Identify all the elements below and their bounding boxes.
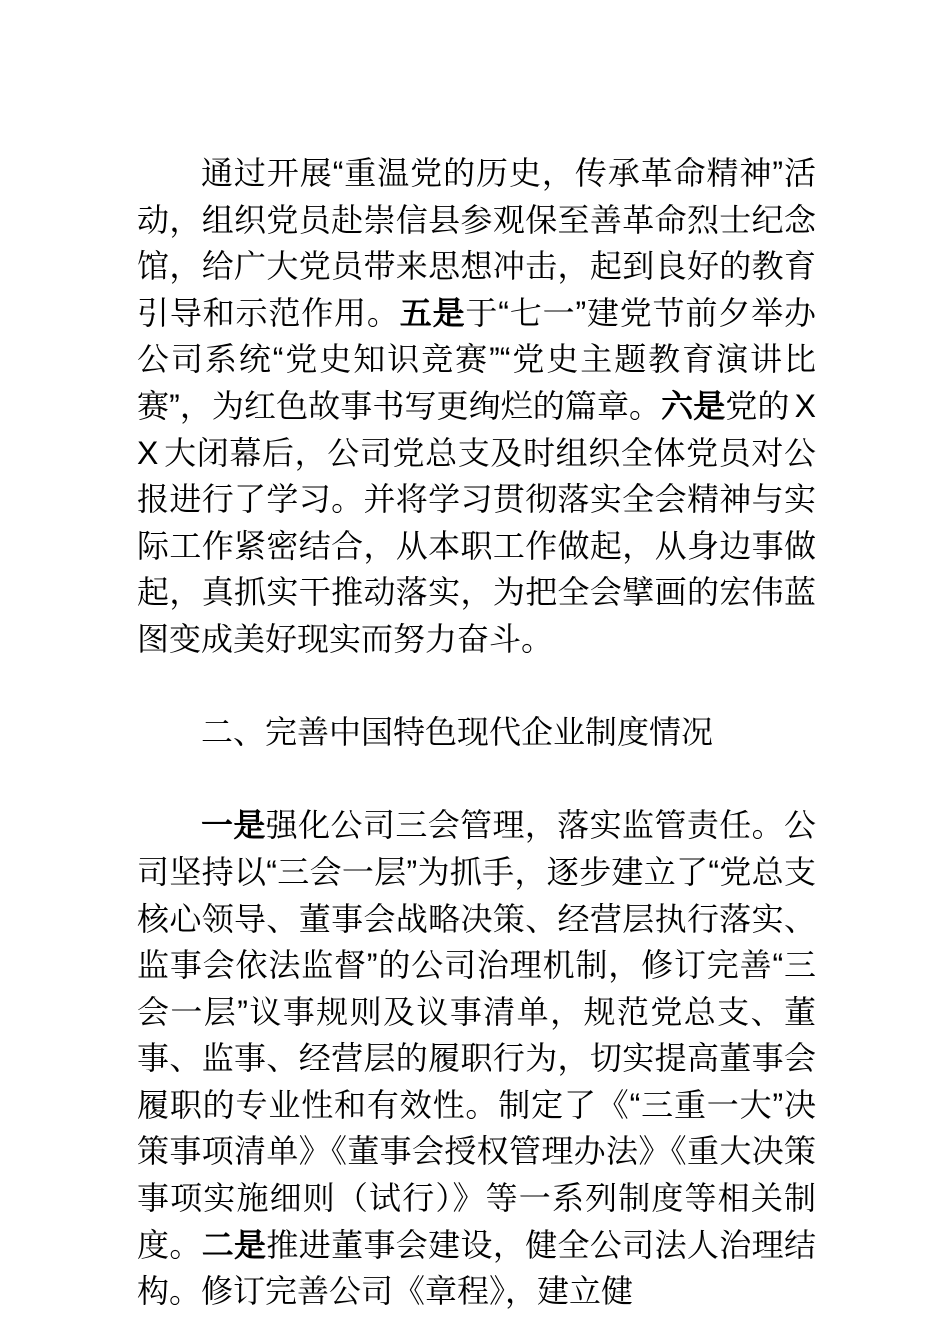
- paragraph-corporate-governance: [137, 802, 816, 1315]
- heading-spacer-above: [137, 663, 816, 710]
- emphasis-marker: 五是: [399, 294, 466, 331]
- section-heading-two: 二、完善中国特色现代企业制度情况: [201, 714, 714, 751]
- emphasis-marker: 二是: [201, 1226, 267, 1263]
- text-run: 于“七一”建党节前夕举办公司系统“党史知识竞赛”“党史主题教育演讲比赛”，为红色故事书写更绚烂的篇章。: [137, 294, 816, 424]
- text-run: XX: [137, 387, 816, 471]
- document-text-column: [137, 150, 816, 1315]
- emphasis-marker: 六是: [661, 387, 726, 424]
- text-run: 大闭幕后，公司党总支及时组织全体党员对公报进行了学习。并将学习贯彻落实全会精神与实际工作紧密结合，从本职工作做起，从身边事做起，真抓实干推动落实，为把全会擘画的宏伟蓝图变成美好现实而努力奋斗。: [137, 434, 816, 657]
- text-run: 通过开展“重温党的历史，传承革命精神”活动，组织党员赴崇信县参观保至善革命烈士纪念馆，给广大党员带来思想冲击，起到良好的教育引导和示范作用。: [137, 155, 816, 331]
- text-run: 党的: [725, 387, 790, 424]
- heading-spacer-below: [137, 756, 816, 803]
- paragraph-party-history-activities: [137, 150, 816, 663]
- text-run: 推进董事会建设，健全公司法人治理结构。修订完善公司《章程》，建立健: [137, 1226, 816, 1310]
- emphasis-marker: 一是: [201, 807, 266, 844]
- text-run: 强化公司三会管理，落实监管责任。公司坚持以“三会一层”为抓手，逐步建立了“党总支核心领导、董事会战略决策、经营层执行落实、监事会依法监督”的公司治理机制，修订完善“三会一层”议事规则及议事清单，规范党总支、董事、监事、经营层的履职行为，切实提高董事会履职的专业性和有效性。制定了《“三重一大”决策事项清单》《董事会授权管理办法》《重大决策事项实施细则（试行）》等一系列制度等相关制度。: [137, 807, 816, 1263]
